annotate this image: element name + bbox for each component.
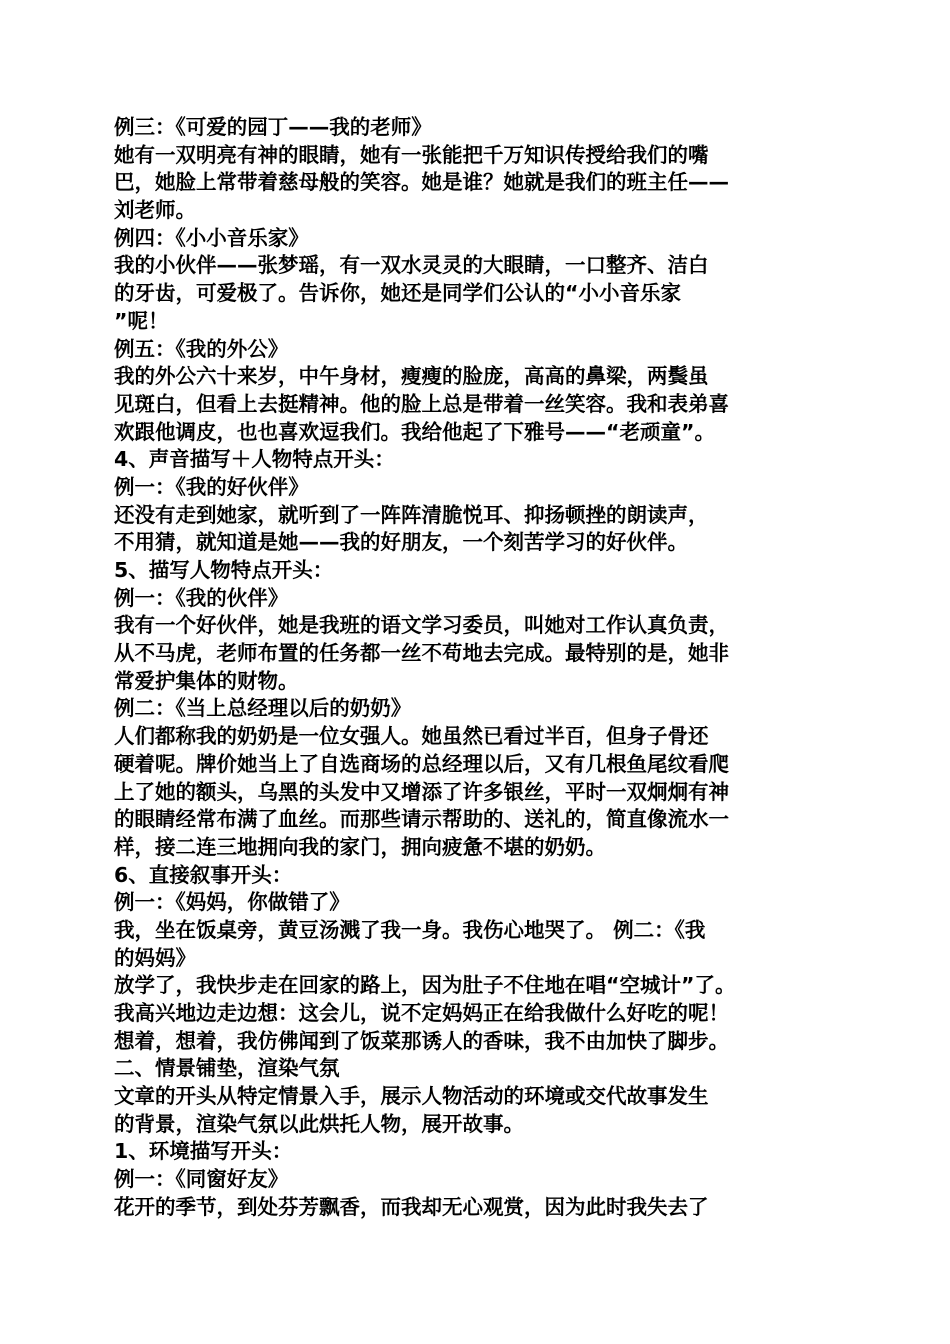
text-line: 例一：《妈妈，你做错了》 bbox=[114, 890, 350, 915]
text-line: 样，接二连三地拥向我的家门，拥向疲惫不堪的奶奶。 bbox=[114, 834, 606, 859]
text-line: 还没有走到她家，就听到了一阵阵清脆悦耳、抑扬顿挫的朗读声， bbox=[114, 502, 709, 527]
text-line: 的牙齿，可爱极了。告诉你，她还是同学们公认的“小小音乐家 bbox=[114, 281, 681, 306]
text-line: 刘老师。 bbox=[114, 198, 196, 223]
text-line: 从不马虎，老师布置的任务都一丝不苟地去完成。最特别的是，她非 bbox=[114, 641, 729, 666]
text-line: 我的小伙伴——张梦瑶，有一双水灵灵的大眼睛，一口整齐、洁白 bbox=[114, 253, 709, 278]
text-line: 我高兴地边走边想：这会儿，说不定妈妈正在给我做什么好吃的呢！ bbox=[114, 1001, 729, 1025]
text-line: 硬着呢。牌价她当上了自选商场的总经理以后，又有几根鱼尾纹看爬 bbox=[114, 751, 729, 776]
text-line: 欢跟他调皮，也也喜欢逗我们。我给他起了下雅号——“老顽童”。 bbox=[114, 419, 715, 444]
text-line: 例一：《同窗好友》 bbox=[114, 1167, 289, 1192]
text-line: ”呢！ bbox=[114, 308, 169, 333]
text-line: 例五：《我的外公》 bbox=[114, 336, 289, 361]
text-line: 6、直接叙事开头： bbox=[114, 862, 293, 887]
text-line: 不用猜，就知道是她——我的好朋友，一个刻苦学习的好伙伴。 bbox=[114, 530, 688, 555]
text-line: 例一：《我的好伙伴》 bbox=[114, 474, 309, 499]
text-line: 的妈妈》 bbox=[114, 945, 196, 970]
text-line: 我有一个好伙伴，她是我班的语文学习委员，叫她对工作认真负责， bbox=[114, 613, 729, 638]
text-line: 4、声音描写＋人物特点开头： bbox=[114, 447, 395, 472]
document-body bbox=[114, 114, 842, 1222]
text-line: 人们都称我的奶奶是一位女强人。她虽然已看过半百，但身子骨还 bbox=[114, 724, 709, 749]
text-line: 二、情景铺垫，渲染气氛 bbox=[114, 1056, 340, 1081]
text-line: 巴，她脸上常带着慈母般的笑容。她是谁？她就是我们的班主任—— bbox=[114, 170, 729, 195]
text-line: 1、环境描写开头： bbox=[114, 1139, 293, 1164]
text-line: 的背景，渲染气氛以此烘托人物，展开故事。 bbox=[114, 1111, 524, 1136]
text-line: 的眼睛经常布满了血丝。而那些请示帮助的、送礼的，简直像流水一 bbox=[114, 807, 729, 832]
text-line: 5、描写人物特点开头： bbox=[114, 558, 334, 582]
text-line: 花开的季节，到处芬芳飘香，而我却无心观赏，因为此时我失去了 bbox=[114, 1194, 709, 1219]
text-line: 想着，想着，我仿佛闻到了饭菜那诱人的香味，我不由加快了脚步。 bbox=[114, 1028, 729, 1053]
text-line: 例一：《我的伙伴》 bbox=[114, 585, 289, 610]
text-line: 我，坐在饭桌旁，黄豆汤溅了我一身。我伤心地哭了。 例二：《我 bbox=[114, 917, 706, 942]
text-line: 我的外公六十来岁，中午身材，瘦瘦的脸庞，高高的鼻梁，两鬓虽 bbox=[114, 364, 709, 389]
text-line: 见斑白，但看上去挺精神。他的脸上总是带着一丝笑容。我和表弟喜 bbox=[114, 391, 729, 416]
text-line: 放学了，我快步走在回家的路上，因为肚子不住地在唱“空城计”了。 bbox=[114, 973, 736, 998]
text-line: 她有一双明亮有神的眼睛，她有一张能把千万知识传授给我们的嘴 bbox=[114, 142, 709, 167]
text-line: 例二：《当上总经理以后的奶奶》 bbox=[114, 696, 412, 721]
text-line: 文章的开头从特定情景入手，展示人物活动的环境或交代故事发生 bbox=[114, 1084, 709, 1109]
text-line: 例四：《小小音乐家》 bbox=[114, 225, 309, 250]
text-line: 上了她的额头，乌黑的头发中又增添了许多银丝，平时一双炯炯有神 bbox=[114, 779, 729, 804]
text-line: 例三：《可爱的园丁——我的老师》 bbox=[114, 115, 432, 139]
text-line: 常爱护集体的财物。 bbox=[114, 668, 299, 693]
